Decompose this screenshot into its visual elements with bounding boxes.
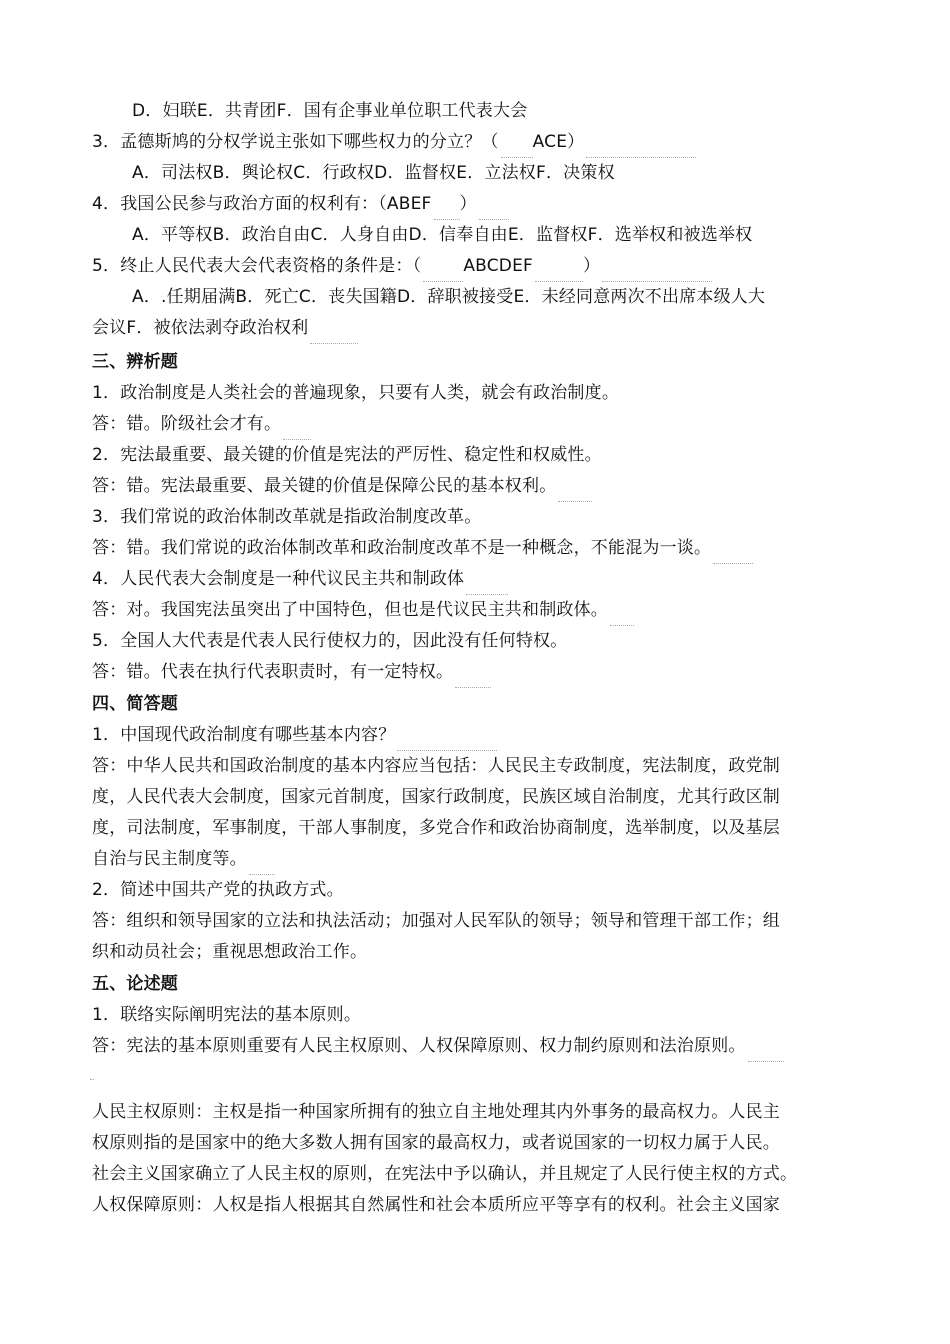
question-5: 5．终止人民代表大会代表资格的条件是：（ ABCDEF ） (92, 251, 862, 282)
essay-1-answer: 答：宪法的基本原则重要有人民主权原则、人权保障原则、权力制约原则和法治原则。 (92, 1031, 862, 1062)
analysis-3-answer: 答：错。我们常说的政治体制改革和政治制度改革不是一种概念，不能混为一谈。 (92, 533, 862, 564)
short-answer-1-answer-line-4: 自治与民主制度等。 (92, 844, 862, 875)
question-5-options-continued: 会议F．被依法剥夺政治权利 (92, 313, 862, 344)
analysis-4: 4．人民代表大会制度是一种代议民主共和制政体 (92, 564, 862, 595)
short-answer-1: 1．中国现代政治制度有哪些基本内容？ (92, 720, 862, 751)
paragraph-mark (90, 1078, 94, 1080)
short-answer-1-answer-line-2: 度，人民代表大会制度，国家元首制度，国家行政制度，民族区域自治制度，尤其行政区制 (92, 787, 780, 807)
short-answer-2-answer-line-1: 答：组织和领导国家的立法和执法活动；加强对人民军队的领导；领导和管理干部工作；组 (92, 911, 780, 931)
section-heading-short-answer: 四、简答题 (92, 694, 178, 714)
question-5-options: A．.任期届满B．死亡C．丧失国籍D．辞职被接受E．未经同意两次不出席本级人大 (132, 287, 766, 307)
short-answer-2-answer-line-2: 织和动员社会；重视思想政治工作。 (92, 942, 368, 962)
essay-1: 1．联络实际阐明宪法的基本原则。 (92, 1005, 362, 1025)
analysis-5-answer: 答：错。代表在执行代表职责时，有一定特权。 (92, 657, 862, 688)
essay-paragraph-line-4: 人权保障原则：人权是指人根据其自然属性和社会本质所应平等享有的权利。社会主义国家 (92, 1195, 780, 1215)
short-answer-1-answer-line-3: 度，司法制度，军事制度，干部人事制度，多党合作和政治协商制度，选举制度，以及基层 (92, 818, 780, 838)
essay-paragraph-line-2: 权原则指的是国家中的绝大多数人拥有国家的最高权力，或者说国家的一切权力属于人民。 (92, 1133, 780, 1153)
analysis-3: 3．我们常说的政治体制改革就是指政治制度改革。 (92, 507, 482, 527)
analysis-2: 2．宪法最重要、最关键的价值是宪法的严厉性、稳定性和权威性。 (92, 445, 602, 465)
section-heading-analysis: 三、辨析题 (92, 352, 178, 372)
question-3: 3．孟德斯鸠的分权学说主张如下哪些权力的分立？（ ACE） (92, 127, 862, 158)
analysis-1: 1．政治制度是人类社会的普遍现象，只要有人类，就会有政治制度。 (92, 383, 620, 403)
answer-5: ABCDEF (463, 256, 534, 276)
analysis-2-answer: 答：错。宪法最重要、最关键的价值是保障公民的基本权利。 (92, 471, 862, 502)
short-answer-2: 2．简述中国共产党的执政方式。 (92, 880, 344, 900)
essay-paragraph-line-1: 人民主权原则：主权是指一种国家所拥有的独立自主地处理其内外事务的最高权力。人民主 (92, 1102, 780, 1122)
q2-options-continued: D．妇联E．共青团F．国有企事业单位职工代表大会 (132, 101, 528, 121)
question-3-options: A．司法权B．舆论权C．行政权D．监督权E．立法权F．决策权 (132, 163, 615, 183)
question-4-options: A．平等权B．政治自由C．人身自由D．信奉自由E．监督权F．选举权和被选举权 (132, 225, 753, 245)
analysis-4-answer: 答：对。我国宪法虽突出了中国特色，但也是代议民主共和制政体。 (92, 595, 862, 626)
section-heading-essay: 五、论述题 (92, 974, 178, 994)
essay-paragraph-line-3: 社会主义国家确立了人民主权的原则，在宪法中予以确认，并且规定了人民行使主权的方式。 (92, 1164, 798, 1184)
question-4: 4．我国公民参与政治方面的权利有：（ABEF ） (92, 189, 862, 220)
analysis-1-answer: 答：错。阶级社会才有。 (92, 409, 862, 440)
short-answer-1-answer-line-1: 答：中华人民共和国政治制度的基本内容应当包括：人民民主专政制度，宪法制度，政党制 (92, 756, 780, 776)
analysis-5: 5．全国人大代表是代表人民行使权力的，因此没有任何特权。 (92, 631, 568, 651)
answer-3: ACE） (532, 132, 585, 152)
